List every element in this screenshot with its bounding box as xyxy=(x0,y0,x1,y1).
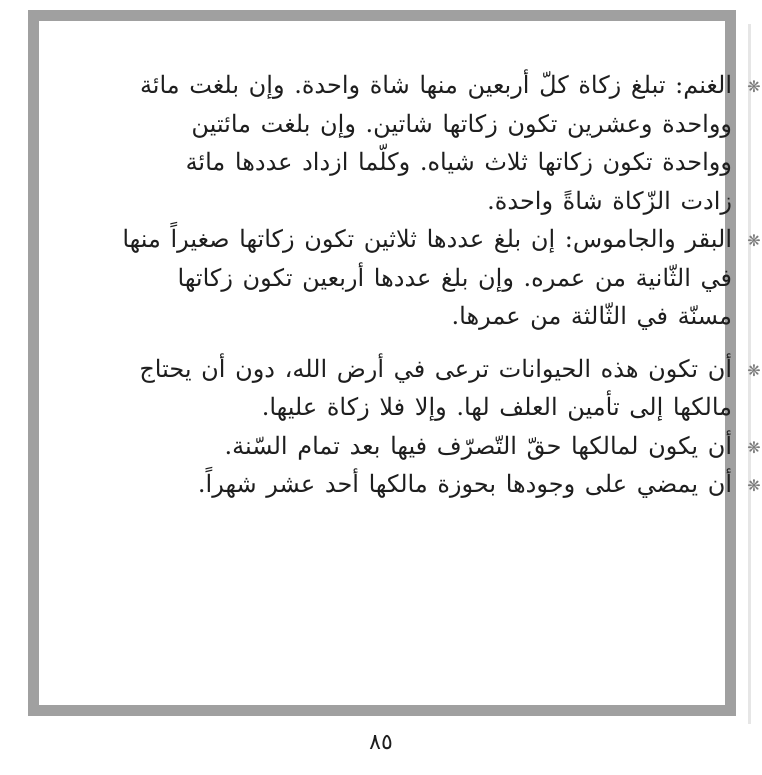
text-line: الغنم: تبلغ زكاة كلّ أربعين منها شاة واحدة. وإن بلغت مائة xyxy=(139,71,732,99)
text-line: أن يكون لمالكها حقّ التّصرّف فيها بعد تمام السّنة. xyxy=(224,431,732,460)
list-item xyxy=(82,350,761,427)
text-line: أن تكون هذه الحيوانات ترعى في أرض الله، دون أن يحتاج xyxy=(139,354,732,383)
snowflake-asterisk-icon: ❋ xyxy=(747,437,761,457)
text-line: وواحدة تكون زكاتها ثلاث شياه. وكلّما ازداد عددها مائة xyxy=(185,148,732,176)
snowflake-asterisk-icon: ❋ xyxy=(747,77,761,96)
text-line: زادت الزّكاة شاةً واحدة. xyxy=(487,186,732,215)
text-line: أن يمضي على وجودها بحوزة مالكها أحد عشر شهراً. xyxy=(197,470,732,498)
list-item xyxy=(82,427,761,466)
snowflake-asterisk-icon: ❋ xyxy=(747,231,761,250)
text-line: البقر والجاموس: إن بلغ عددها ثلاثين تكون زكاتها صغيراً منها xyxy=(122,225,732,253)
page-content xyxy=(82,66,761,504)
snowflake-asterisk-icon: ❋ xyxy=(747,476,761,495)
text-line: في الثّانية من عمره. وإن بلغ عددها أربعين تكون زكاتها xyxy=(177,263,732,292)
text-line: مسنّة في الثّالثة من عمرها. xyxy=(451,302,732,330)
page-number: ٨٥ xyxy=(369,730,393,755)
text-line: مالكها إلى تأمين العلف لها. وإلا فلا زكاة عليها. xyxy=(261,393,732,421)
list-item xyxy=(82,220,761,336)
text-line: وواحدة وعشرين تكون زكاتها شاتين. وإن بلغت مائتين xyxy=(191,109,732,138)
list-item xyxy=(82,465,761,504)
snowflake-asterisk-icon: ❋ xyxy=(747,360,761,380)
list-item xyxy=(82,66,761,220)
